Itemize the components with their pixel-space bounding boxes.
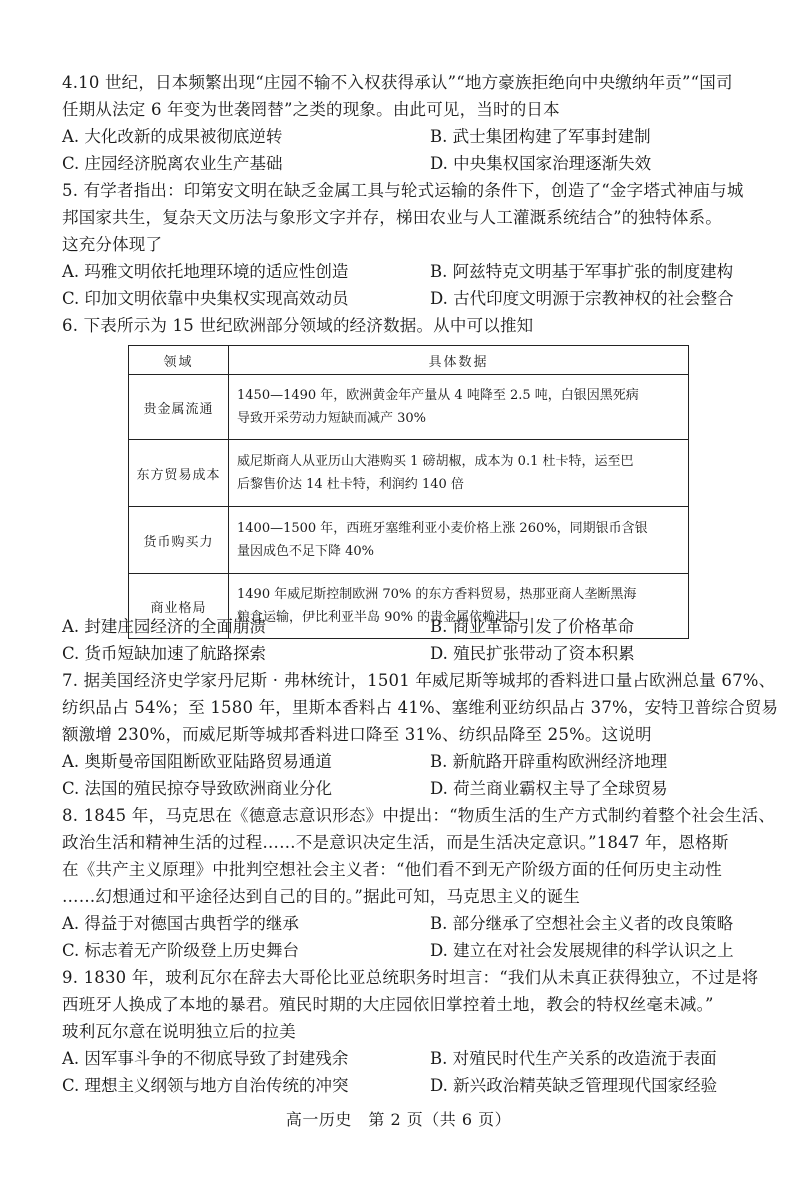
- q7-stem-line-2: 纺织品占 54%；至 1580 年，里斯本香料占 41%、塞维利亚纺织品占 37%，安特卫普综合贸易: [62, 698, 779, 717]
- q5-stem-line-2: 邦国家共生，复杂天文历法与象形文字并存，梯田农业与人工灌溉系统结合”的独特体系。: [62, 208, 722, 227]
- table-cell-line: 威尼斯商人从亚历山大港购买 1 磅胡椒，成本为 0.1 杜卡特，运至巴: [237, 454, 634, 469]
- q6-stem-line-1: 6. 下表所示为 15 世纪欧洲部分领域的经济数据。从中可以推知: [62, 316, 534, 335]
- q5-stem-line-3: 这充分体现了: [62, 235, 163, 254]
- q9-option-c[interactable]: C. 理想主义纲领与地方自治传统的冲突: [62, 1076, 349, 1095]
- table-cell-line: 后黎售价达 14 杜卡特，利润约 140 倍: [237, 477, 464, 492]
- q9-option-a[interactable]: A. 因军事斗争的不彻底导致了封建残余: [62, 1049, 349, 1068]
- table-cell-line: 导致开采劳动力短缺而减产 30%: [237, 411, 427, 426]
- q8-stem-line-1: 8. 1845 年，马克思在《德意志意识形态》中提出：“物质生活的生产方式制约着整个社会生活、: [62, 806, 776, 825]
- table-cell-data: [229, 375, 689, 440]
- q4-option-a[interactable]: A. 大化改新的成果被彻底逆转: [62, 127, 283, 146]
- q4-option-c[interactable]: C. 庄园经济脱离农业生产基础: [62, 154, 283, 173]
- q5-option-b[interactable]: B. 阿兹特克文明基于军事扩张的制度建构: [430, 262, 734, 281]
- q5-option-c[interactable]: C. 印加文明依靠中央集权实现高效动员: [62, 289, 349, 308]
- q8-option-a[interactable]: A. 得益于对德国古典哲学的继承: [62, 914, 299, 933]
- q8-stem-line-3: 在《共产主义原理》中批判空想社会主义者：“他们看不到无产阶级方面的任何历史主动性: [62, 860, 722, 879]
- table-cell-line: 1400—1500 年，西班牙塞维利亚小麦价格上涨 260%，同期银币含银: [237, 521, 648, 536]
- q6-option-a[interactable]: A. 封建庄园经济的全面崩溃: [62, 617, 266, 636]
- q5-stem-line-1: 5. 有学者指出：印第安文明在缺乏金属工具与轮式运输的条件下，创造了“金字塔式神庙与城: [62, 181, 744, 200]
- q7-stem-line-1: 7. 据美国经济史学家丹尼斯 · 弗林统计，1501 年威尼斯等城邦的香料进口量占欧洲总量 67%、: [62, 671, 776, 690]
- q8-stem-line-2: 政治生活和精神生活的过程……不是意识决定生活，而是生活决定意识。”1847 年，恩格斯: [62, 833, 729, 852]
- q9-stem-line-1: 9. 1830 年，玻利瓦尔在辞去大哥伦比亚总统职务时坦言：“我们从未真正获得独立，不过是将: [62, 968, 759, 987]
- table-cell-line: 量因成色不足下降 40%: [237, 544, 375, 559]
- table-row: [129, 507, 689, 574]
- q7-option-d[interactable]: D. 荷兰商业霸权主导了全球贸易: [430, 779, 668, 798]
- q5-option-d[interactable]: D. 古代印度文明源于宗教神权的社会整合: [430, 289, 734, 308]
- q4-stem-line-2: 任期从法定 6 年变为世袭罔替”之类的现象。由此可见，当时的日本: [62, 100, 560, 119]
- table-cell-line: 粮食运输，伊比利亚半岛 90% 的贵金属依赖进口: [237, 610, 522, 625]
- q4-option-d[interactable]: D. 中央集权国家治理逐渐失效: [430, 154, 652, 173]
- q7-option-a[interactable]: A. 奥斯曼帝国阻断欧亚陆路贸易通道: [62, 752, 332, 771]
- q9-option-b[interactable]: B. 对殖民时代生产关系的改造流于表面: [430, 1049, 717, 1068]
- q6-option-d[interactable]: D. 殖民扩张带动了资本积累: [430, 644, 635, 663]
- table-cell-field: 贵金属流通: [129, 375, 229, 440]
- q9-stem-line-2: 西班牙人换成了本地的暴君。殖民时期的大庄园依旧掌控着土地，教会的特权丝毫未减。”: [62, 995, 714, 1014]
- table-cell-data: [229, 440, 689, 507]
- table-row: [129, 375, 689, 440]
- table-cell-field: 商业格局: [129, 574, 229, 639]
- table-header-field: 领域: [129, 346, 229, 375]
- page-footer: 高一历史 第 2 页（共 6 页）: [285, 1110, 512, 1129]
- table-cell-field: 东方贸易成本: [129, 440, 229, 507]
- table-cell-line: 1490 年威尼斯控制欧洲 70% 的东方香料贸易，热那亚商人垄断黑海: [237, 587, 637, 602]
- q6-option-b[interactable]: B. 商业革命引发了价格革命: [430, 617, 635, 636]
- q4-option-b[interactable]: B. 武士集团构建了军事封建制: [430, 127, 651, 146]
- q9-stem-line-3: 玻利瓦尔意在说明独立后的拉美: [62, 1022, 296, 1041]
- q7-option-c[interactable]: C. 法国的殖民掠夺导致欧洲商业分化: [62, 779, 333, 798]
- q9-option-d[interactable]: D. 新兴政治精英缺乏管理现代国家经验: [430, 1076, 718, 1095]
- q8-stem-line-4: ……幻想通过和平途径达到自己的目的。”据此可知，马克思主义的诞生: [62, 887, 581, 906]
- q8-option-b[interactable]: B. 部分继承了空想社会主义者的改良策略: [430, 914, 734, 933]
- table-cell-data: [229, 507, 689, 574]
- table-cell-field: 货币购买力: [129, 507, 229, 574]
- q4-stem-line-1: 4.10 世纪，日本频繁出现“庄园不输不入权获得承认”“地方豪族拒绝向中央缴纳年贡”“国司: [62, 73, 733, 92]
- q8-option-d[interactable]: D. 建立在对社会发展规律的科学认识之上: [430, 941, 734, 960]
- table-cell-line: 1450—1490 年，欧洲黄金年产量从 4 吨降至 2.5 吨，白银因黑死病: [237, 388, 639, 403]
- q7-stem-line-3: 额激增 230%，而威尼斯等城邦香料进口降至 31%、纺织品降至 25%。这说明: [62, 725, 652, 744]
- q6-data-table: [128, 345, 689, 639]
- table-row: [129, 440, 689, 507]
- q7-option-b[interactable]: B. 新航路开辟重构欧洲经济地理: [430, 752, 668, 771]
- table-header-row: [129, 346, 689, 375]
- q8-option-c[interactable]: C. 标志着无产阶级登上历史舞台: [62, 941, 300, 960]
- q6-option-c[interactable]: C. 货币短缺加速了航路探索: [62, 644, 267, 663]
- q5-option-a[interactable]: A. 玛雅文明依托地理环境的适应性创造: [62, 262, 349, 281]
- table-header-data: 具体数据: [229, 346, 689, 375]
